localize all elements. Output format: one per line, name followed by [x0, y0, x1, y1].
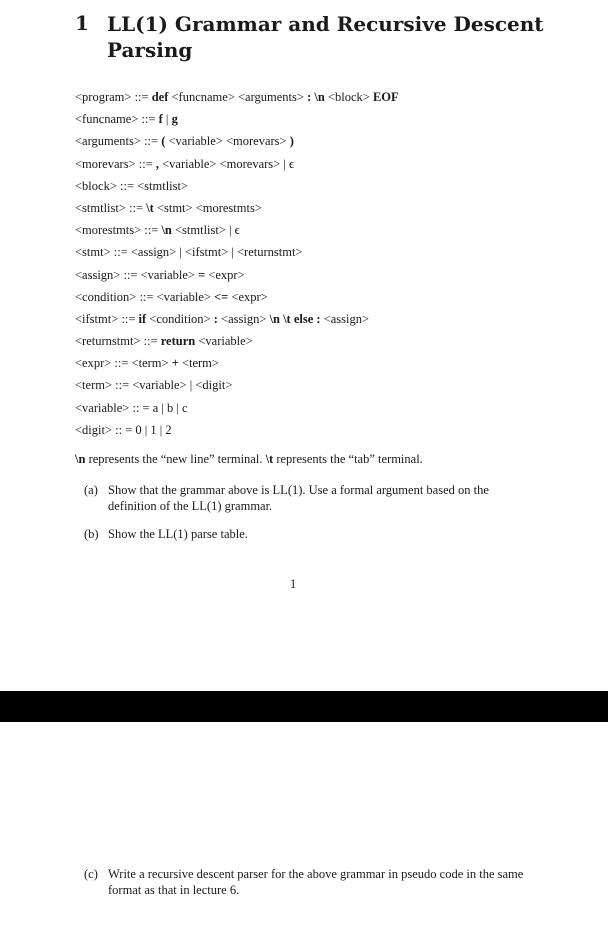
- rule-text: <term>: [178, 356, 219, 371]
- rule-text: <assign>: [320, 311, 370, 326]
- rule-text: <expr>: [228, 289, 268, 304]
- grammar-rule: [75, 86, 575, 108]
- terminal-symbol: if: [138, 311, 147, 326]
- terminal-symbol: \n: [314, 90, 325, 104]
- rule-text: <funcname> <arguments>: [168, 90, 308, 104]
- terminal-symbol: =: [198, 267, 206, 282]
- tab-description: represents the “tab” terminal.: [273, 452, 423, 466]
- rule-text: |: [162, 112, 172, 127]
- rule-text: <ifstmt> ::=: [75, 311, 139, 326]
- terminal-symbol: ): [289, 134, 294, 149]
- terminal-note: [75, 449, 423, 469]
- terminal-symbol: return: [160, 334, 196, 349]
- newline-token: \n: [75, 452, 86, 466]
- grammar-rule: [75, 219, 575, 241]
- rule-text: <variable> <morevars> | ϵ: [158, 156, 295, 171]
- terminal-symbol: \n \t else :: [269, 311, 321, 326]
- grammar-rules: [75, 86, 575, 441]
- grammar-rule: [75, 419, 575, 441]
- terminal-symbol: <=: [214, 289, 229, 304]
- newline-description: represents the “new line” terminal.: [85, 452, 266, 466]
- terminal-symbol: \t: [146, 200, 154, 215]
- terminal-symbol: :: [213, 311, 218, 326]
- question-label: (c): [84, 867, 98, 881]
- terminal-symbol: EOF: [372, 90, 399, 104]
- page-separator-bar: [0, 691, 608, 722]
- terminal-symbol: (: [161, 134, 166, 149]
- rule-text: <condition>: [146, 311, 214, 326]
- rule-text: <assign>: [217, 311, 270, 326]
- rule-text: <funcname> ::=: [75, 112, 159, 127]
- terminal-symbol: \n: [161, 223, 172, 238]
- terminal-symbol: +: [171, 356, 179, 371]
- rule-text: <program> ::=: [75, 90, 152, 104]
- grammar-rule: [75, 352, 575, 374]
- grammar-rule: [75, 153, 575, 175]
- question-label: (a): [84, 483, 98, 497]
- grammar-rule: [75, 197, 575, 219]
- rule-text: <assign> ::= <variable>: [75, 267, 199, 282]
- rule-text: <returnstmt> ::=: [75, 334, 161, 349]
- grammar-rule: [75, 241, 575, 263]
- terminal-symbol: :: [307, 90, 312, 104]
- grammar-rule: [75, 308, 575, 330]
- rule-text: <block> ::= <stmtlist>: [75, 178, 189, 193]
- question-label: (b): [84, 527, 99, 541]
- rule-text: <stmtlist> | ϵ: [171, 223, 240, 238]
- question-text: Write a recursive descent parser for the above grammar in pseudo code in the same format as that in lecture 6.: [108, 867, 524, 897]
- rule-text: <expr> ::= <term>: [75, 356, 172, 371]
- rule-text: <digit> :: = 0 | 1 | 2: [75, 422, 172, 437]
- terminal-symbol: f: [158, 112, 163, 127]
- grammar-rule: [75, 264, 575, 286]
- rule-text: <expr>: [205, 267, 245, 282]
- grammar-rule: [75, 130, 575, 152]
- terminal-symbol: def: [151, 90, 169, 104]
- terminal-symbol: g: [171, 112, 178, 127]
- grammar-rule: [75, 330, 575, 352]
- rule-text: <variable> <morevars>: [165, 134, 290, 149]
- grammar-rule: [75, 175, 575, 197]
- page-number: 1: [290, 577, 297, 591]
- rule-text: <morevars> ::=: [75, 156, 156, 171]
- rule-text: <stmt> ::= <assign> | <ifstmt> | <returnstmt>: [75, 245, 303, 260]
- rule-text: <term> ::= <variable> | <digit>: [75, 378, 233, 393]
- terminal-symbol: ,: [155, 156, 159, 171]
- rule-text: <condition> ::= <variable>: [75, 289, 215, 304]
- rule-text: <morestmts> ::=: [75, 223, 162, 238]
- rule-text: <variable> :: = a | b | c: [75, 400, 188, 415]
- section-title: LL(1) Grammar and Recursive Descent Parsing: [107, 12, 544, 62]
- rule-text: <variable>: [195, 334, 253, 349]
- grammar-rule: [75, 397, 575, 419]
- grammar-rule: [75, 374, 575, 396]
- grammar-rule: [75, 108, 575, 130]
- section-number: 1: [75, 11, 89, 35]
- tab-token: \t: [265, 452, 274, 466]
- rule-text: <stmt> <morestmts>: [153, 200, 262, 215]
- question-text: Show the LL(1) parse table.: [108, 527, 248, 541]
- grammar-rule: [75, 286, 575, 308]
- rule-text: <block>: [324, 90, 373, 104]
- rule-text: <arguments> ::=: [75, 134, 162, 149]
- question-text: Show that the grammar above is LL(1). Use a formal argument based on the definition of the LL(1) grammar.: [108, 483, 489, 513]
- rule-text: <stmtlist> ::=: [75, 200, 147, 215]
